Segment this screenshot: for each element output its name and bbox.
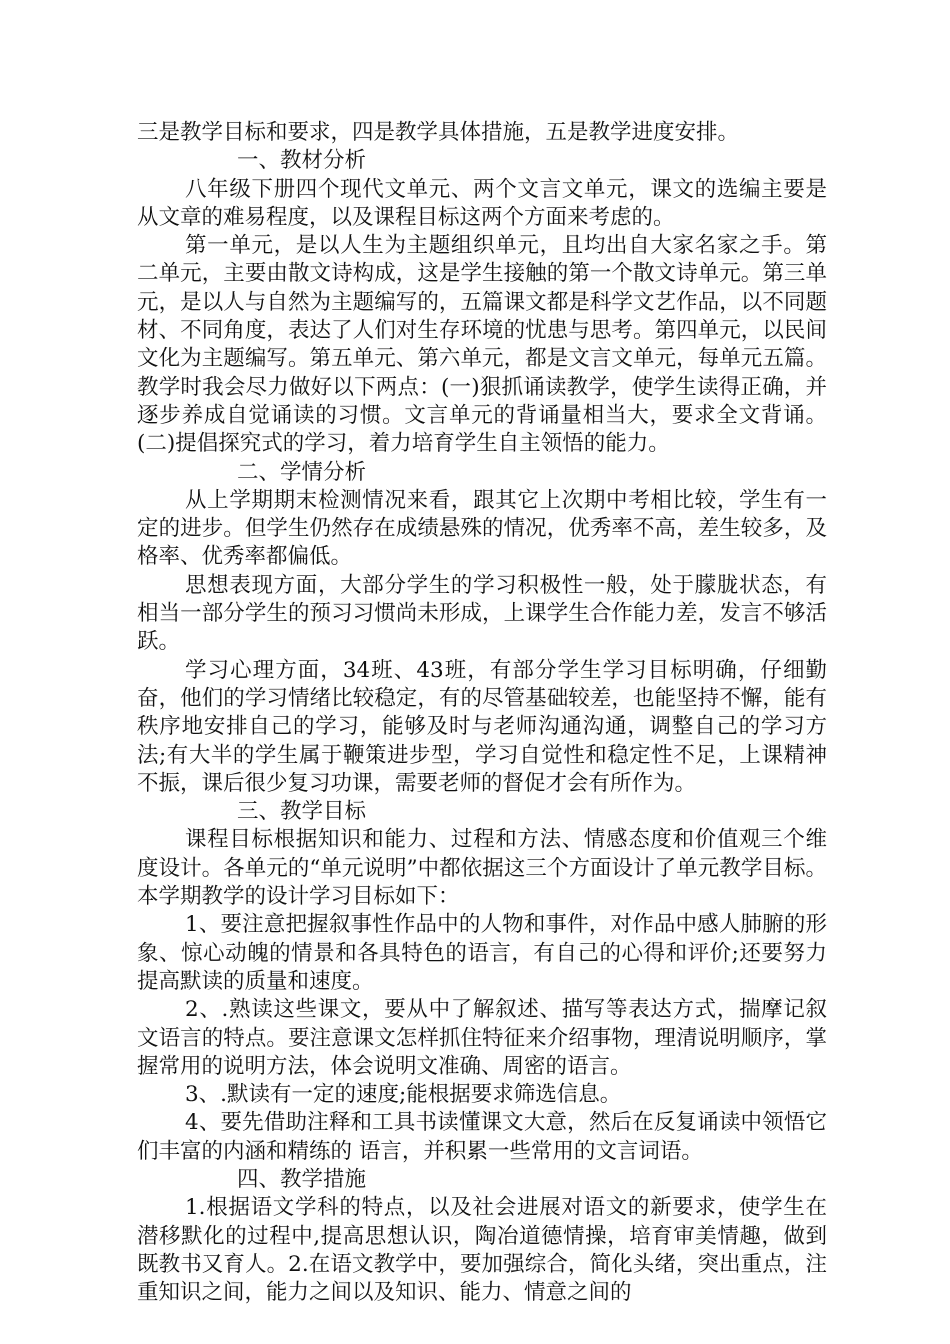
paragraph-attitude: 思想表现方面，大部分学生的学习积极性一般，处于朦胧状态，有相当一部分学生的预习习惯尚未形成，上课学生合作能力差，发言不够活跃。 <box>137 572 827 655</box>
list-item-goal-4: 4、要先借助注释和工具书读懂课文大意，然后在反复诵读中领悟它们丰富的内涵和精练的 语言，并积累一些常用的文言词语。 <box>137 1110 827 1164</box>
paragraph-textbook-overview: 八年级下册四个现代文单元、两个文言文单元，课文的选编主要是从文章的难易程度，以及课程目标这两个方面来考虑的。 <box>137 176 827 230</box>
document-page <box>137 119 827 1307</box>
paragraph-exam-results: 从上学期期末检测情况来看，跟其它上次期中考相比较，学生有一定的进步。但学生仍然存在成绩悬殊的情况，优秀率不高，差生较多，及格率、优秀率都偏低。 <box>137 487 827 570</box>
list-item-goal-2: 2、.熟读这些课文，要从中了解叙述、描写等表达方式，揣摩记叙文语言的特点。要注意课文怎样抓住特征来介绍事物，理清说明顺序，掌握常用的说明方法，体会说明文准确、周密的语言。 <box>137 997 827 1079</box>
paragraph-course-goals: 课程目标根据知识和能力、过程和方法、情感态度和价值观三个维度设计。各单元的“单元说明”中都依据这三个方面设计了单元教学目标。本学期教学的设计学习目标如下： <box>137 827 827 910</box>
list-item-goal-1: 1、要注意把握叙事性作品中的人物和事件，对作品中感人肺腑的形象、惊心动魄的情景和各具特色的语言，有自己的心得和评价;还要努力提高默读的质量和速度。 <box>137 912 827 994</box>
section-heading-teaching-measures: 四、教学措施 <box>237 1166 367 1192</box>
section-heading-teaching-goals: 三、教学目标 <box>237 799 367 825</box>
list-item-goal-3: 3、.默读有一定的速度;能根据要求筛选信息。 <box>185 1082 622 1108</box>
paragraph-measures: 1.根据语文学科的特点，以及社会进展对语文的新要求，使学生在潜移默化的过程中,提高思想认识，陶冶道德情操，培育审美情趣，做到既教书又育人。2.在语文教学中，要加强综合，简化头绪，突出重点，注重知识之间，能力之间以及知识、能力、情意之间的 <box>137 1195 827 1306</box>
paragraph-continuation: 三是教学目标和要求，四是教学具体措施，五是教学进度安排。 <box>137 120 740 145</box>
paragraph-units-description: 第一单元，是以人生为主题组织单元，且均出自大家名家之手。第二单元，主要由散文诗构成，这是学生接触的第一个散文诗单元。第三单元，是以人与自然为主题编写的，五篇课文都是科学文艺作品，以不同题材、不同角度，表达了人们对生存环境的忧患与思考。第四单元，以民间文化为主题编写。第五单元、第六单元，都是文言文单元，每单元五篇。教学时我会尽力做好以下两点：(一)狠抓诵读教学，使学生读得正确，并逐步养成自觉诵读的习惯。文言单元的背诵量相当大，要求全文背诵。(二)提倡探究式的学习，着力培育学生自主领悟的能力。 <box>137 233 827 457</box>
paragraph-learning-psychology: 学习心理方面，34班、43班，有部分学生学习目标明确，仔细勤奋，他们的学习情绪比较稳定，有的尽管基础较差，也能坚持不懈，能有秩序地安排自己的学习，能够及时与老师沟通沟通，调整自己的学习方法;有大半的学生属于鞭策进步型，学习自觉性和稳定性不足，上课精神不振，课后很少复习功课，需要老师的督促才会有所作为。 <box>137 657 827 796</box>
section-heading-textbook-analysis: 一、教材分析 <box>237 148 367 174</box>
section-heading-student-analysis: 二、学情分析 <box>237 459 367 485</box>
